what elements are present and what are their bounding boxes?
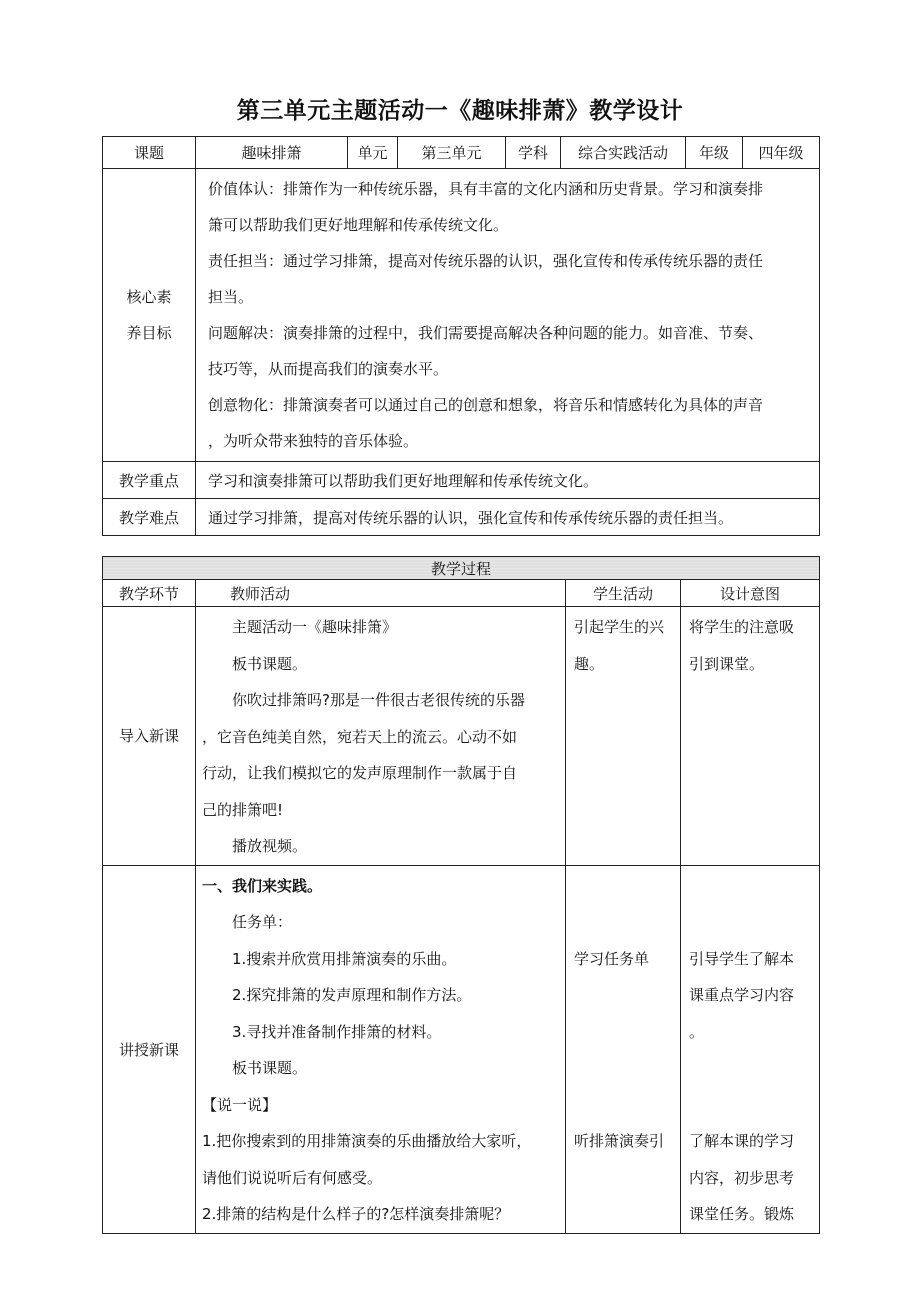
info-table bbox=[102, 136, 820, 536]
core-line: 担当。 bbox=[208, 288, 254, 306]
col-stage: 教学环节 bbox=[103, 580, 196, 607]
col-student: 学生活动 bbox=[566, 580, 681, 607]
core-line: ，为听众带来独特的音乐体验。 bbox=[208, 432, 419, 450]
say-item: 请他们说说听后有何感受。 bbox=[202, 1168, 383, 1187]
lecture-heading: 一、我们来实践。 bbox=[202, 876, 323, 895]
lecture-design-line: 引导学生了解本 bbox=[689, 949, 795, 968]
key-point-text: 学习和演奏排箫可以帮助我们更好地理解和传承传统文化。 bbox=[196, 462, 820, 499]
intro-design-line: 引到课堂。 bbox=[689, 654, 765, 673]
say-title: 【说一说】 bbox=[202, 1095, 278, 1114]
core-label-line1: 核心素 bbox=[126, 288, 172, 306]
intro-line: 行动，让我们模拟它的发声原理制作一款属于自 bbox=[202, 764, 518, 782]
stage-intro: 导入新课 bbox=[103, 607, 196, 866]
core-line: 责任担当：通过学习排箫，提高对传统乐器的认识，强化宣传和传承传统乐器的责任 bbox=[208, 252, 764, 270]
col-teacher: 教师活动 bbox=[196, 580, 566, 607]
core-line: 创意物化：排箫演奏者可以通过自己的创意和想象，将音乐和情感转化为具体的声音 bbox=[208, 396, 764, 414]
intro-line: 主题活动一《趣味排箫》 bbox=[232, 618, 398, 636]
lecture-design-line: 课堂任务。锻炼 bbox=[689, 1205, 795, 1223]
intro-design-line: 将学生的注意吸 bbox=[689, 618, 795, 636]
lecture-design bbox=[681, 865, 820, 1233]
board-title: 板书课题。 bbox=[232, 1059, 308, 1077]
lecture-teacher bbox=[196, 865, 566, 1233]
document-title: 第三单元主题活动一《趣味排萧》教学设计 bbox=[236, 98, 684, 124]
task-item: 1.搜索并欣赏用排箫演奏的乐曲。 bbox=[232, 949, 457, 968]
intro-student bbox=[566, 607, 681, 866]
lecture-design-line: 课重点学习内容 bbox=[689, 986, 795, 1004]
intro-line: 己的排箫吧! bbox=[202, 800, 284, 819]
lecture-design-line: 内容，初步思考 bbox=[689, 1168, 795, 1187]
core-goals-label bbox=[103, 169, 196, 462]
lecture-design-line: 了解本课的学习 bbox=[689, 1132, 795, 1150]
lecture-student-line: 学习任务单 bbox=[574, 949, 650, 968]
intro-line: ，它音色纯美自然，宛若天上的流云。心动不如 bbox=[202, 727, 518, 746]
lecture-design-line: 。 bbox=[689, 1022, 705, 1041]
intro-student-line: 引起学生的兴 bbox=[574, 618, 665, 636]
intro-line: 板书课题。 bbox=[232, 654, 308, 673]
unit-value: 第三单元 bbox=[398, 137, 506, 169]
core-line: 价值体认：排箫作为一种传统乐器，具有丰富的文化内涵和历史背景。学习和演奏排 bbox=[208, 180, 764, 198]
grade-label: 年级 bbox=[686, 137, 743, 169]
say-item: 1.把你搜索到的用排箫演奏的乐曲播放给大家听， bbox=[202, 1132, 532, 1150]
difficulty-text: 通过学习排箫，提高对传统乐器的认识，强化宣传和传承传统乐器的责任担当。 bbox=[196, 499, 820, 536]
difficulty-label: 教学难点 bbox=[103, 499, 196, 536]
intro-line: 播放视频。 bbox=[232, 837, 308, 855]
core-line: 箫可以帮助我们更好地理解和传承传统文化。 bbox=[208, 216, 509, 234]
intro-student-line: 趣。 bbox=[574, 654, 605, 673]
task-item: 3.寻找并准备制作排箫的材料。 bbox=[232, 1022, 442, 1041]
lecture-student-line: 听排箫演奏引 bbox=[574, 1132, 665, 1150]
intro-design bbox=[681, 607, 820, 866]
process-table bbox=[102, 556, 820, 1234]
task-title: 任务单： bbox=[232, 913, 293, 931]
process-band: 教学过程 bbox=[103, 557, 820, 580]
grade-value: 四年级 bbox=[743, 137, 820, 169]
intro-teacher bbox=[196, 607, 566, 866]
say-item: 2.排箫的结构是什么样子的?怎样演奏排箫呢？ bbox=[202, 1205, 510, 1223]
col-design: 设计意图 bbox=[681, 580, 820, 607]
course-value: 趣味排箫 bbox=[196, 137, 348, 169]
core-line: 问题解决：演奏排箫的过程中，我们需要提高解决各种问题的能力。如音准、节奏、 bbox=[208, 324, 764, 342]
intro-line: 你吹过排箫吗?那是一件很古老很传统的乐器 bbox=[232, 691, 525, 709]
stage-lecture: 讲授新课 bbox=[103, 865, 196, 1233]
subject-label: 学科 bbox=[506, 137, 561, 169]
course-label: 课题 bbox=[103, 137, 196, 169]
core-label-line2: 养目标 bbox=[126, 324, 172, 342]
task-item: 2.探究排箫的发声原理和制作方法。 bbox=[232, 986, 472, 1004]
subject-value: 综合实践活动 bbox=[561, 137, 686, 169]
unit-label: 单元 bbox=[348, 137, 398, 169]
key-point-label: 教学重点 bbox=[103, 462, 196, 499]
lecture-student bbox=[566, 865, 681, 1233]
core-line: 技巧等，从而提高我们的演奏水平。 bbox=[208, 360, 449, 378]
core-goals-content bbox=[196, 169, 820, 462]
